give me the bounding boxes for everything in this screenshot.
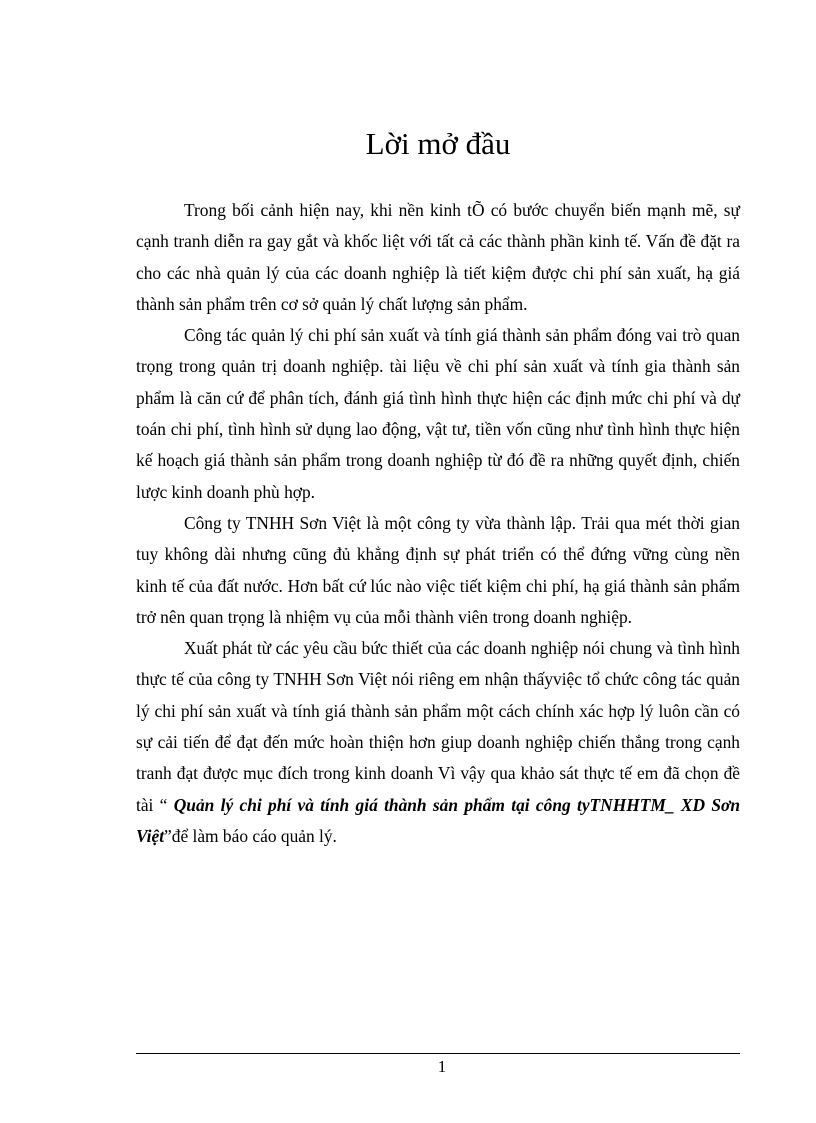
page-title: Lời mở đầu bbox=[365, 126, 511, 161]
paragraph-4-ending: ”để làm báo cáo quản lý. bbox=[164, 825, 337, 846]
paragraph-4 bbox=[136, 633, 740, 852]
paragraph-4-text: Xuất phát từ các yêu cầu bức thiết của các doanh nghiệp nói chung và tình hình thực tế của công ty TNHH Sơn Việt nói riêng em nhận thấyviệc tổ chức công tác quản lý chi phí sản xuất và tính giá thành sản phẩm một cách chính xác hợp lý luôn cần có sự cải tiến để đạt đến mức hoàn thiện hơn giup doanh nghiệp chiến thắng trong cạnh tranh đạt được mục đích trong kinh doanh Vì vậy qua khảo sát thực tế em đã chọn đề tài “ bbox=[136, 638, 740, 815]
footer-divider bbox=[136, 1053, 740, 1054]
thesis-topic: Quản lý chi phí và tính giá thành sản phẩm tại công tyTNHHTM_ XD Sơn Việt bbox=[136, 794, 741, 846]
paragraph-3: Công ty TNHH Sơn Việt là một công ty vừa thành lập. Trải qua mét thời gian tuy không dài nhưng cũng đủ khẳng định sự phát triển có thể đứng vững cùng nền kinh tế của đất nước. Hơn bất cứ lúc nào việc tiết kiệm chi phí, hạ giá thành sản phẩm trở nên quan trọng là nhiệm vụ của mỗi thành viên trong doanh nghiệp. bbox=[136, 512, 740, 627]
paragraph-1: Trong bối cảnh hiện nay, khi nền kinh tÕ có bước chuyển biến mạnh mẽ, sự cạnh tranh diễn ra gay gắt và khốc liệt với tất cả các thành phần kinh tế. Vấn đề đặt ra cho các nhà quản lý của các doanh nghiệp là tiết kiệm được chi phí sản xuất, hạ giá thành sản phẩm trên cơ sở quản lý chất lượng sản phẩm. bbox=[136, 200, 740, 314]
page-number: 1 bbox=[437, 1057, 447, 1076]
paragraph-2: Công tác quản lý chi phí sản xuất và tính giá thành sản phẩm đóng vai trò quan trọng trong quản trị doanh nghiệp. tài liệu về chi phí sản xuất và tính gia thành sản phẩm là căn cứ để phân tích, đánh giá tình hình thực hiện các định mức chi phí và dự toán chi phí, tình hình sử dụng lao động, vật tư, tiền vốn cũng như tình hình thực hiện kế hoạch giá thành sản phẩm trong doanh nghiệp từ đó đề ra những quyết định, chiến lược kinh doanh phù hợp. bbox=[136, 325, 740, 502]
document-body bbox=[136, 195, 740, 852]
